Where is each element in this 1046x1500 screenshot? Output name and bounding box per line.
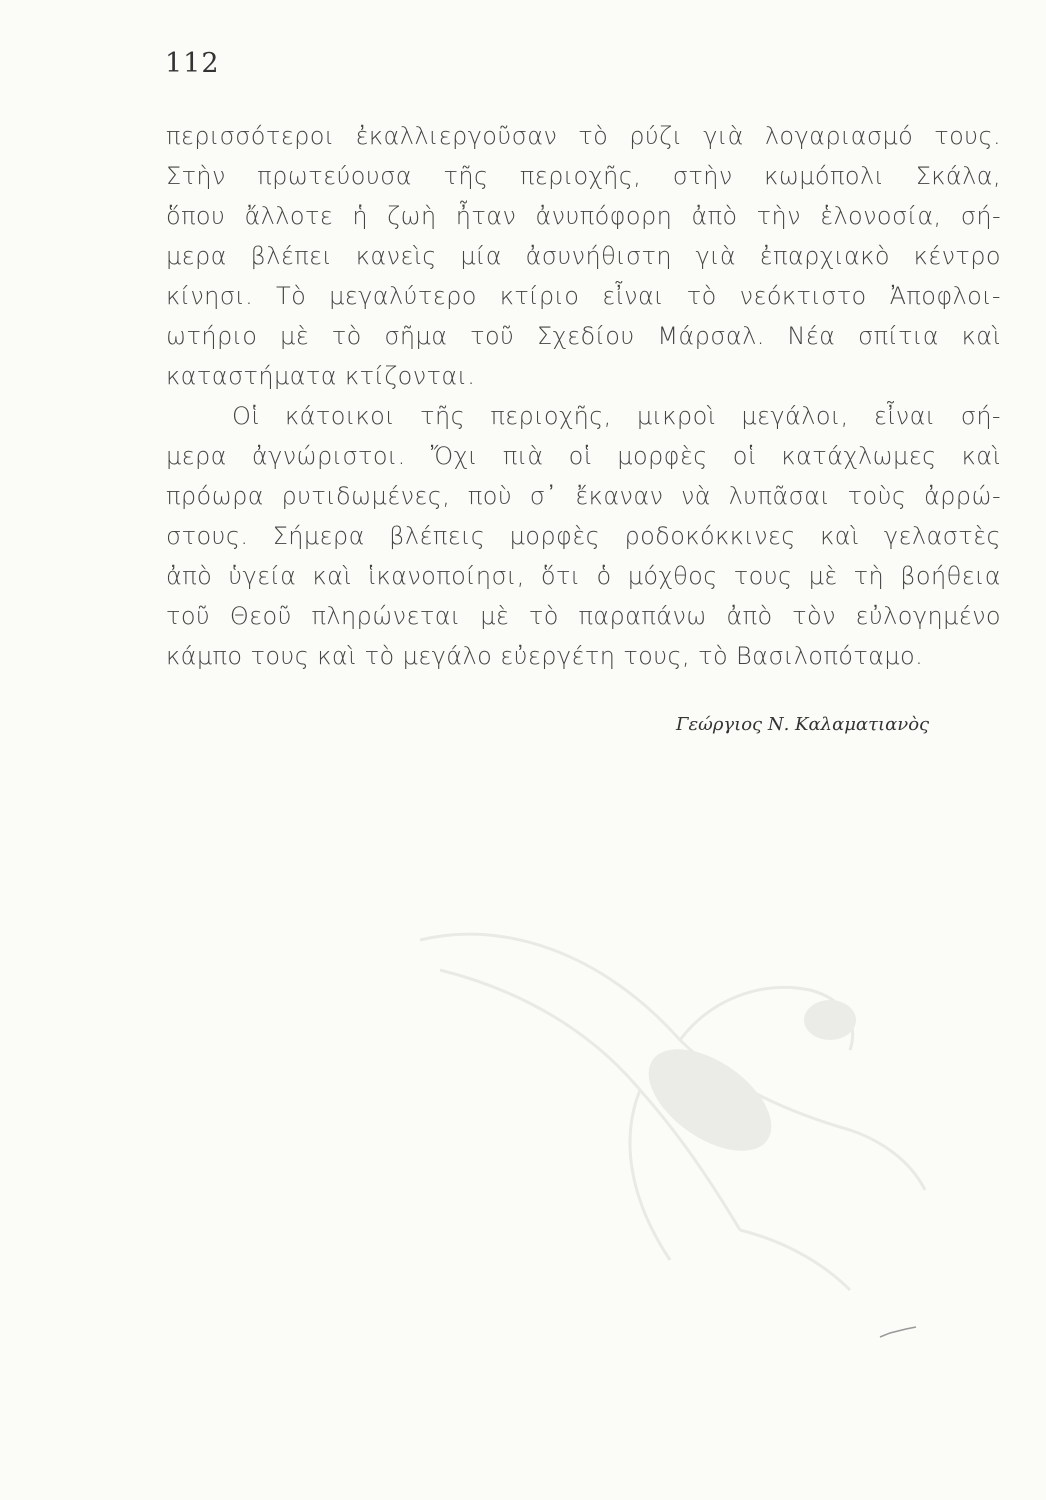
text-line: περισσότεροι ἐκαλλιεργοῦσαν τὸ ρύζι γιὰ λογαριασμό τους. bbox=[166, 122, 1001, 150]
bird-illustration-bleedthrough bbox=[380, 880, 940, 1300]
body-text bbox=[166, 116, 1001, 676]
text-line: μερα ἀγνώριστοι. Ὄχι πιὰ οἱ μορφὲς οἱ κατάχλωμες καὶ bbox=[166, 442, 1001, 470]
text-line: κίνησι. Τὸ μεγαλύτερο κτίριο εἶναι τὸ νεόκτιστο Ἀποφλοι- bbox=[166, 282, 1001, 310]
text-line: ἀπὸ ὑγεία καὶ ἱκανοποίησι, ὅτι ὁ μόχθος τους μὲ τὴ βοήθεια bbox=[166, 562, 1001, 590]
text-line: καταστήματα κτίζονται. bbox=[166, 362, 476, 390]
paragraph-1 bbox=[166, 116, 1001, 396]
text-line: μερα βλέπει κανεὶς μία ἀσυνήθιστη γιὰ ἐπαρχιακὸ κέντρο bbox=[166, 242, 1001, 270]
paper-speck bbox=[878, 1325, 918, 1339]
author-signature: Γεώργιος Ν. Καλαματιανὸς bbox=[676, 714, 930, 735]
text-line: Στὴν πρωτεύουσα τῆς περιοχῆς, στὴν κωμόπολι Σκάλα, bbox=[166, 162, 1001, 190]
text-line: πρόωρα ρυτιδωμένες, ποὺ σ᾽ ἔκαναν νὰ λυπᾶσαι τοὺς ἀρρώ- bbox=[166, 482, 1001, 510]
paragraph-2 bbox=[166, 396, 1001, 676]
text-line: κάμπο τους καὶ τὸ μεγάλο εὐεργέτη τους, τὸ Βασιλοπόταμο. bbox=[166, 642, 924, 670]
page-number: 112 bbox=[165, 48, 220, 79]
text-line: τοῦ Θεοῦ πληρώνεται μὲ τὸ παραπάνω ἀπὸ τὸν εὐλογημένο bbox=[166, 602, 1001, 630]
text-line: ωτήριο μὲ τὸ σῆμα τοῦ Σχεδίου Μάρσαλ. Νέα σπίτια καὶ bbox=[166, 322, 1001, 350]
text-line: στους. Σήμερα βλέπεις μορφὲς ροδοκόκκινες καὶ γελαστὲς bbox=[166, 522, 1001, 550]
text-line: Οἱ κάτοικοι τῆς περιοχῆς, μικροὶ μεγάλοι, εἶναι σή- bbox=[232, 402, 1001, 430]
text-line: ὅπου ἄλλοτε ἡ ζωὴ ἦταν ἀνυπόφορη ἀπὸ τὴν ἑλονοσία, σή- bbox=[166, 202, 1001, 230]
